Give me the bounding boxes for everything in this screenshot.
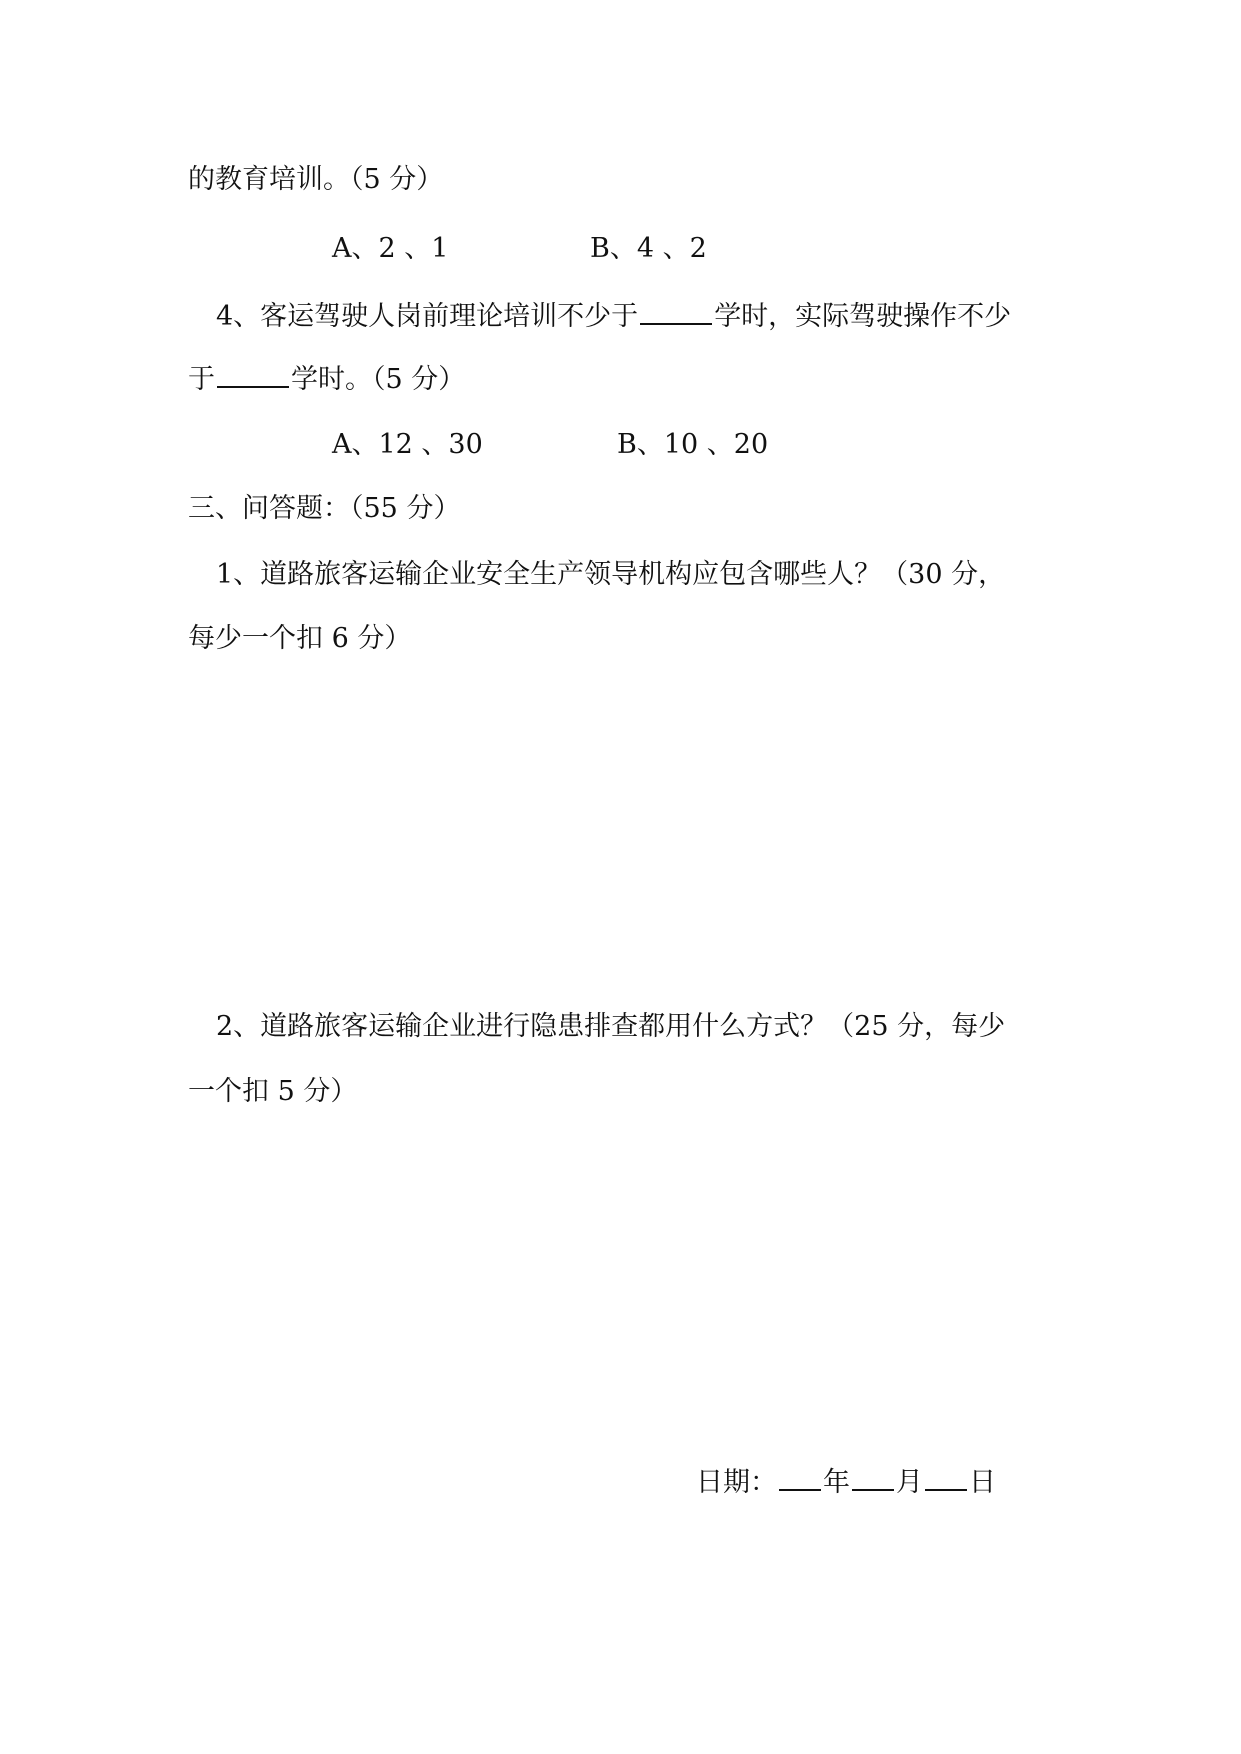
section3-q2-line1: 2、道路旅客运输企业进行隐患排查都用什么方式？（25 分，每少	[216, 1011, 1006, 1042]
q3-option-a: A、2 、1	[332, 233, 449, 264]
section3-heading: 三、问答题：（55 分）	[188, 493, 461, 524]
q4-line1	[216, 297, 1011, 334]
date-year-label: 年	[823, 1467, 850, 1498]
date-line	[696, 1463, 996, 1500]
section3-q1-line2: 每少一个扣 6 分）	[188, 623, 412, 654]
date-month-blank	[852, 1463, 894, 1491]
q4-line2	[188, 360, 465, 397]
date-day-label: 日	[969, 1467, 996, 1498]
q4-option-a: A、12 、30	[332, 429, 483, 460]
q4-text-part4: 学时。（5 分）	[291, 364, 466, 395]
section3-q2-line2: 一个扣 5 分）	[188, 1076, 358, 1107]
q4-option-b: B、10 、20	[617, 429, 769, 460]
date-month-label: 月	[896, 1467, 923, 1498]
q4-text-part3: 于	[188, 364, 215, 395]
date-day-blank	[925, 1463, 967, 1491]
date-year-blank	[779, 1463, 821, 1491]
q4-text-part2: 学时，实际驾驶操作不少	[714, 301, 1012, 332]
q4-blank-2	[217, 360, 289, 388]
q3-option-b: B、4 、2	[590, 233, 707, 264]
date-label: 日期：	[696, 1467, 777, 1498]
section3-q1-line1: 1、道路旅客运输企业安全生产领导机构应包含哪些人？（30 分，	[216, 559, 1006, 590]
q4-blank-1	[640, 297, 712, 325]
q3-continuation: 的教育培训。（5 分）	[188, 164, 444, 195]
q4-text-part1: 4、客运驾驶人岗前理论培训不少于	[216, 301, 639, 332]
